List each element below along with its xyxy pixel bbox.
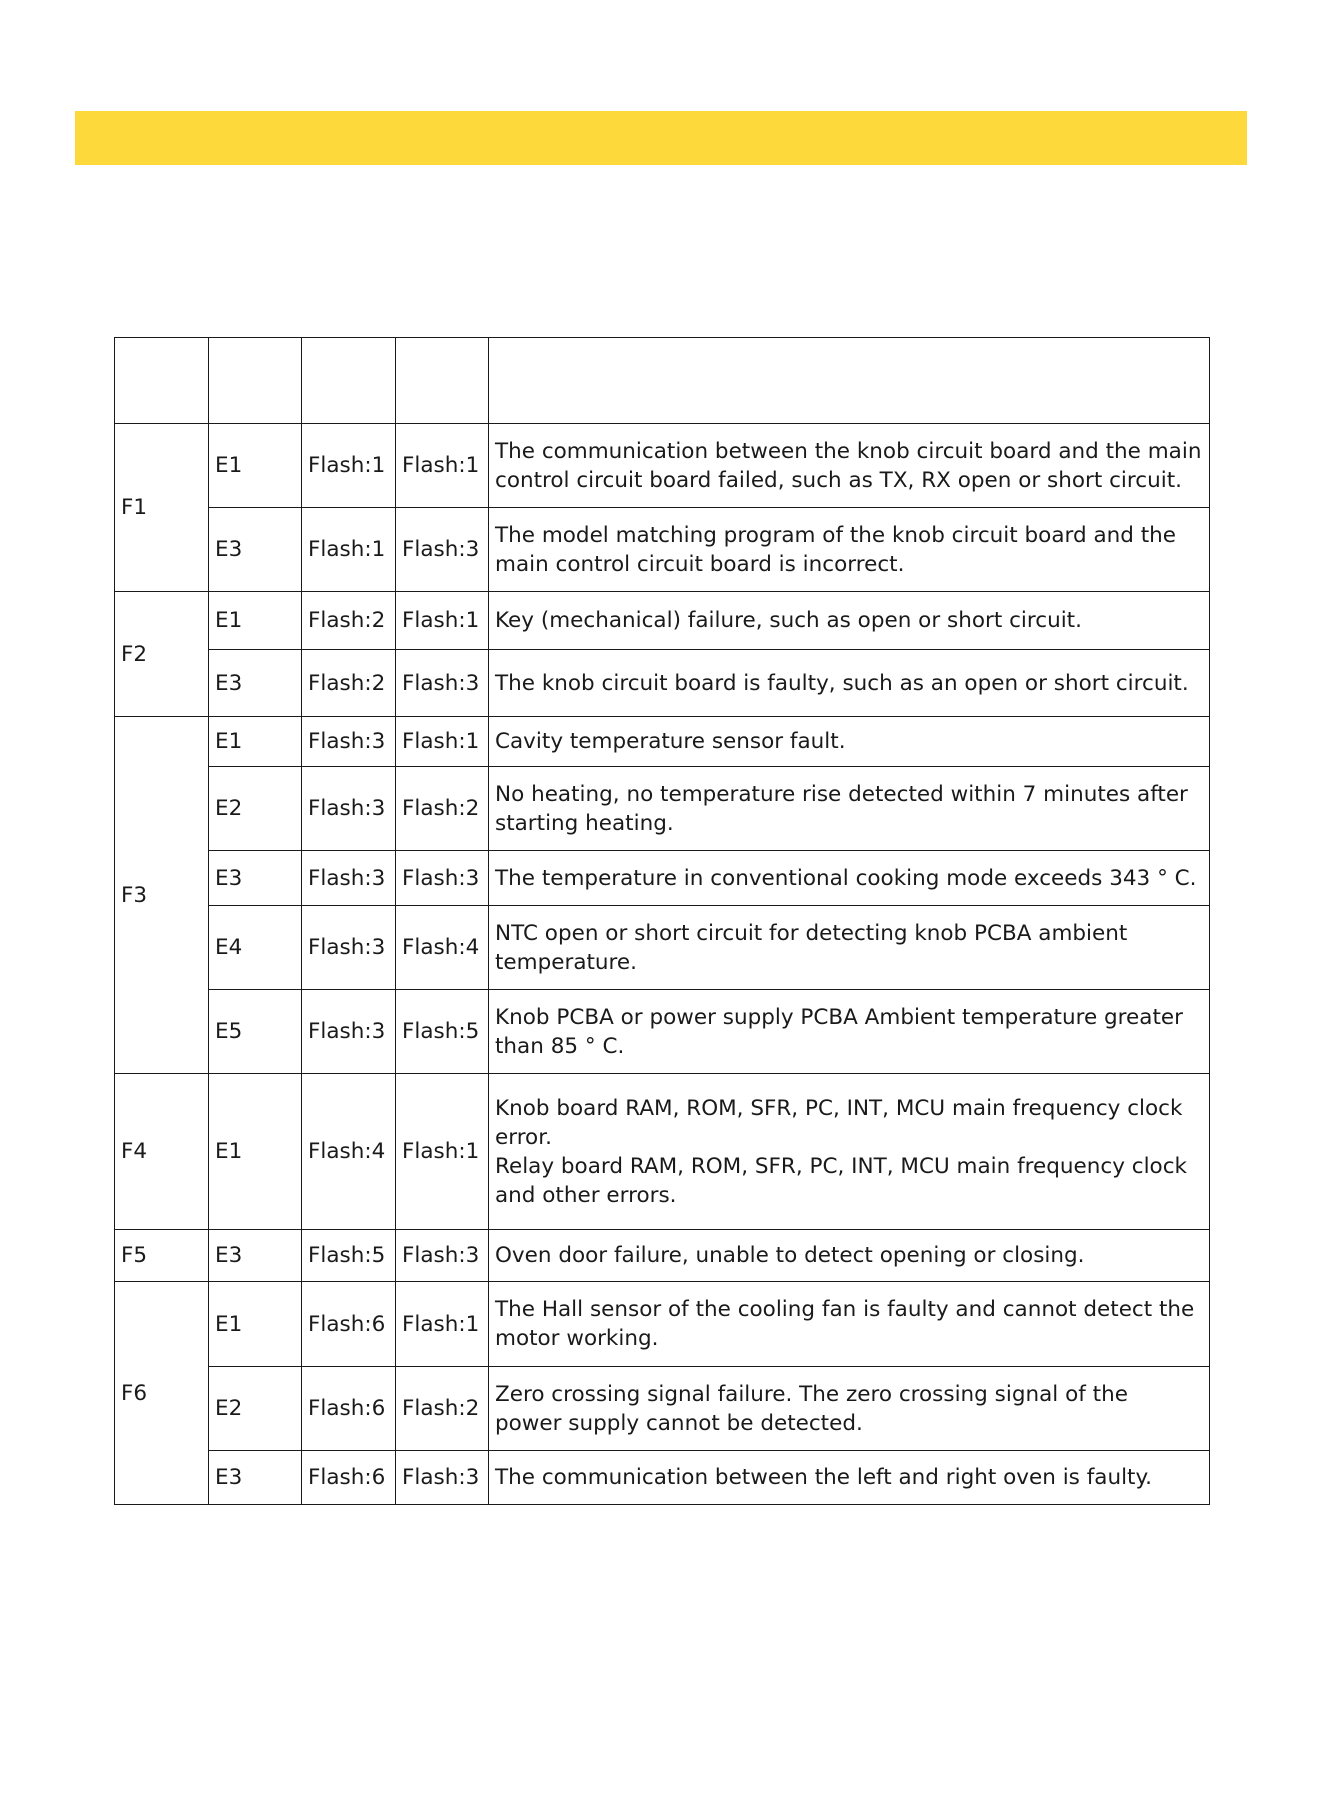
page-bottom-edge: [0, 1791, 1324, 1796]
header-cell: [115, 338, 209, 424]
fault-group-cell: F1: [115, 424, 209, 592]
error-code-cell: E3: [209, 650, 302, 717]
description-line: Key (mechanical) failure, such as open or short circuit.: [495, 608, 1082, 633]
description-cell: [489, 424, 1210, 508]
table-row: [115, 990, 1210, 1074]
description-line: The temperature in conventional cooking mode exceeds 343 ° C.: [495, 865, 1197, 891]
error-code-cell: E2: [209, 767, 302, 851]
flash-a-cell: Flash:6: [302, 1367, 396, 1451]
flash-b-cell: Flash:5: [396, 990, 489, 1074]
description-line: The communication between the left and right oven is faulty.: [495, 1465, 1152, 1490]
error-code-cell: E3: [209, 508, 302, 592]
flash-b-cell: Flash:3: [396, 508, 489, 592]
description-cell: [489, 1074, 1210, 1230]
description-line: than 85 ° C.: [495, 1033, 625, 1059]
error-code-cell: E1: [209, 717, 302, 767]
error-code-cell: E3: [209, 851, 302, 906]
fault-group-cell: F5: [115, 1230, 209, 1282]
description-line: Oven door failure, unable to detect opening or closing.: [495, 1243, 1085, 1268]
error-code-cell: E4: [209, 906, 302, 990]
header-cell: [489, 338, 1210, 424]
table-row: [115, 851, 1210, 906]
table-row: [115, 592, 1210, 650]
flash-b-cell: Flash:2: [396, 1367, 489, 1451]
description-cell: [489, 851, 1210, 906]
flash-b-cell: Flash:3: [396, 851, 489, 906]
description-line: main control circuit board is incorrect.: [495, 551, 905, 577]
description-line: The communication between the knob circuit board and the main: [495, 438, 1202, 464]
table-row: [115, 1282, 1210, 1367]
header-banner: [75, 111, 1247, 165]
fault-group-cell: F3: [115, 717, 209, 1074]
description-line: Cavity temperature sensor fault.: [495, 729, 846, 754]
error-code-cell: E5: [209, 990, 302, 1074]
flash-b-cell: Flash:1: [396, 1074, 489, 1230]
header-cell: [209, 338, 302, 424]
error-code-cell: E2: [209, 1367, 302, 1451]
header-cell: [302, 338, 396, 424]
flash-b-cell: Flash:1: [396, 424, 489, 508]
description-line: power supply cannot be detected.: [495, 1410, 863, 1436]
error-code-cell: E1: [209, 424, 302, 508]
table-row: [115, 906, 1210, 990]
description-line: No heating, no temperature rise detected within 7 minutes after: [495, 781, 1188, 807]
error-code-cell: E1: [209, 592, 302, 650]
flash-a-cell: Flash:2: [302, 592, 396, 650]
description-line: temperature.: [495, 949, 637, 975]
error-code-cell: E3: [209, 1451, 302, 1505]
flash-a-cell: Flash:3: [302, 717, 396, 767]
description-line: error.: [495, 1124, 552, 1150]
description-cell: [489, 767, 1210, 851]
description-cell: [489, 1230, 1210, 1282]
flash-b-cell: Flash:3: [396, 650, 489, 717]
table-row: [115, 1074, 1210, 1230]
description-cell: [489, 1282, 1210, 1367]
error-code-cell: E3: [209, 1230, 302, 1282]
table-row: [115, 650, 1210, 717]
flash-a-cell: Flash:4: [302, 1074, 396, 1230]
error-code-table: [114, 337, 1210, 1505]
fault-group-cell: F4: [115, 1074, 209, 1230]
description-line: The model matching program of the knob circuit board and the: [495, 522, 1177, 548]
fault-group-cell: F6: [115, 1282, 209, 1505]
error-code-cell: E1: [209, 1282, 302, 1367]
description-cell: [489, 592, 1210, 650]
table-row: [115, 1230, 1210, 1282]
table-row: [115, 424, 1210, 508]
flash-a-cell: Flash:1: [302, 424, 396, 508]
flash-b-cell: Flash:2: [396, 767, 489, 851]
flash-a-cell: Flash:3: [302, 767, 396, 851]
description-line: motor working.: [495, 1326, 659, 1351]
flash-b-cell: Flash:1: [396, 592, 489, 650]
flash-a-cell: Flash:5: [302, 1230, 396, 1282]
description-cell: [489, 1367, 1210, 1451]
flash-b-cell: Flash:4: [396, 906, 489, 990]
flash-a-cell: Flash:2: [302, 650, 396, 717]
flash-a-cell: Flash:1: [302, 508, 396, 592]
table-row: [115, 767, 1210, 851]
description-line: and other errors.: [495, 1182, 677, 1208]
flash-b-cell: Flash:1: [396, 1282, 489, 1367]
description-cell: [489, 990, 1210, 1074]
flash-b-cell: Flash:1: [396, 717, 489, 767]
table-row: [115, 717, 1210, 767]
table-row: [115, 1451, 1210, 1505]
error-code-cell: E1: [209, 1074, 302, 1230]
description-line: Knob PCBA or power supply PCBA Ambient temperature greater: [495, 1004, 1183, 1030]
table-header-row: [115, 338, 1210, 424]
description-line: The knob circuit board is faulty, such as an open or short circuit.: [495, 670, 1189, 696]
fault-group-cell: F2: [115, 592, 209, 717]
description-line: control circuit board failed, such as TX, RX open or short circuit.: [495, 467, 1182, 493]
flash-b-cell: Flash:3: [396, 1230, 489, 1282]
flash-a-cell: Flash:3: [302, 990, 396, 1074]
header-cell: [396, 338, 489, 424]
description-cell: [489, 906, 1210, 990]
description-line: Knob board RAM, ROM, SFR, PC, INT, MCU main frequency clock: [495, 1095, 1183, 1121]
description-cell: [489, 508, 1210, 592]
description-cell: [489, 650, 1210, 717]
description-line: Relay board RAM, ROM, SFR, PC, INT, MCU main frequency clock: [495, 1153, 1187, 1179]
flash-b-cell: Flash:3: [396, 1451, 489, 1505]
description-line: NTC open or short circuit for detecting knob PCBA ambient: [495, 920, 1128, 946]
description-line: starting heating.: [495, 810, 674, 836]
flash-a-cell: Flash:6: [302, 1451, 396, 1505]
description-cell: [489, 717, 1210, 767]
flash-a-cell: Flash:6: [302, 1282, 396, 1367]
table-row: [115, 508, 1210, 592]
description-cell: [489, 1451, 1210, 1505]
description-line: The Hall sensor of the cooling fan is faulty and cannot detect the: [495, 1297, 1195, 1322]
table-row: [115, 1367, 1210, 1451]
flash-a-cell: Flash:3: [302, 851, 396, 906]
flash-a-cell: Flash:3: [302, 906, 396, 990]
description-line: Zero crossing signal failure. The zero crossing signal of the: [495, 1381, 1128, 1407]
